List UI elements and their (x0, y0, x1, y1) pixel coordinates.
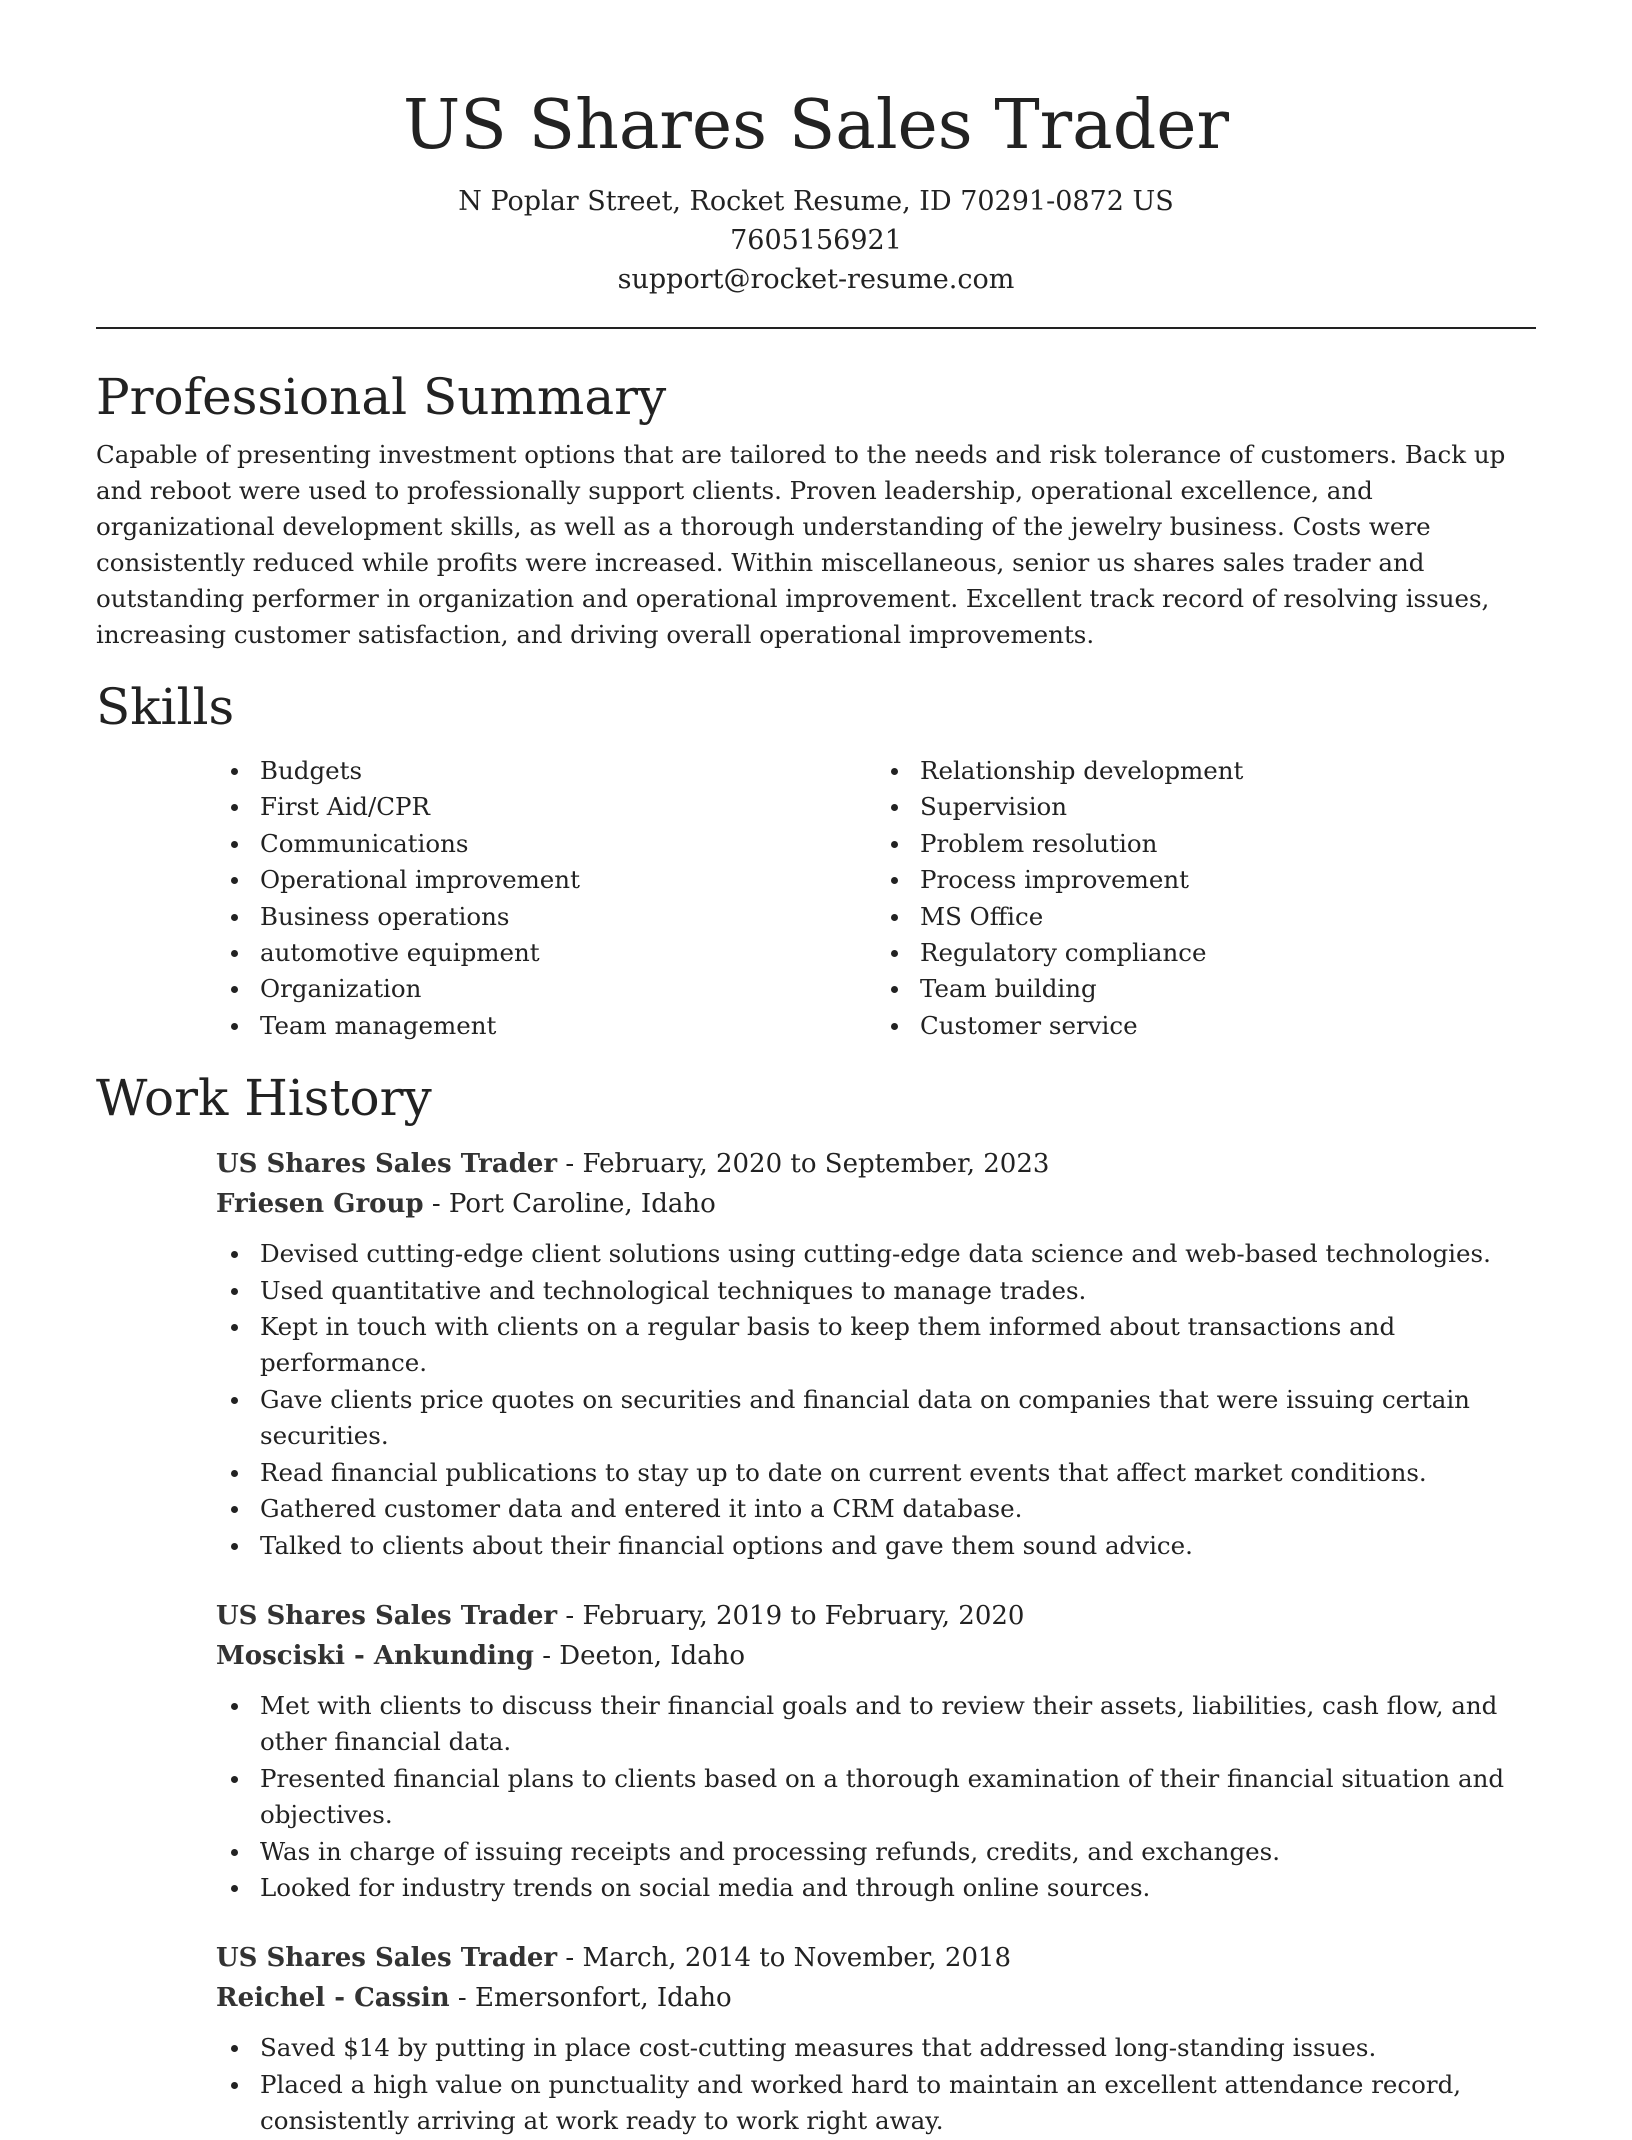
email: support@rocket-resume.com (617, 264, 1015, 295)
skill-item: Communications (260, 826, 876, 862)
job-dates: March, 2014 to November, 2018 (582, 1943, 1012, 1974)
skill-item: Relationship development (920, 753, 1536, 789)
job-company-line: Reichel - Cassin - Emersonfort, Idaho (216, 1983, 732, 2014)
job-location: Deeton, Idaho (559, 1640, 746, 1671)
job-bullet: Looked for industry trends on social media and through online sources. (260, 1870, 1536, 1906)
skill-item: Problem resolution (920, 826, 1536, 862)
job-bullet: Used quantitative and technological techniques to manage trades. (260, 1273, 1536, 1309)
skills-list-left (216, 753, 876, 1044)
job-title-line: US Shares Sales Trader - February, 2019 to February, 2020 (216, 1600, 1025, 1631)
job-bullet: Devised cutting-edge client solutions using cutting-edge data science and web-based technologies. (260, 1236, 1536, 1272)
job-company: Mosciski - Ankunding (216, 1640, 534, 1671)
job-dates: February, 2020 to September, 2023 (582, 1149, 1050, 1180)
summary-section (96, 365, 1536, 653)
job-bullets (216, 1236, 1536, 1564)
phone: 7605156921 (730, 225, 902, 256)
job-bullet: Was in charge of issuing receipts and processing refunds, credits, and exchanges. (260, 1834, 1536, 1870)
job-bullet: Talked to clients about their financial options and gave them sound advice. (260, 1528, 1536, 1564)
job-bullet: Placed a high value on punctuality and worked hard to maintain an excellent attendance record, consistently arriving at work ready to work right away. (260, 2067, 1536, 2140)
job-title-line: US Shares Sales Trader - March, 2014 to November, 2018 (216, 1943, 1012, 1974)
skill-item: Operational improvement (260, 862, 876, 898)
summary-text: Capable of presenting investment options that are tailored to the needs and risk tolerance of customers. Back up and reboot were used to professionally support clients. Proven leadership, operational excellence, and organizational development skills, as well as a thorough understanding of the jewelry business. Costs were consistently reduced while profits were increased. Within miscellaneous, senior us shares sales trader and outstanding performer in organization and operational improvement. Excellent track record of resolving issues, increasing customer satisfaction, and driving overall operational improvements. (96, 440, 1506, 649)
resume-header (96, 78, 1536, 299)
skills-title: Skills (96, 678, 235, 736)
skill-item: Customer service (920, 1008, 1536, 1044)
skill-item: Team management (260, 1008, 876, 1044)
job-entry (216, 1144, 1536, 1564)
job-title: US Shares Sales Trader (216, 1943, 558, 1974)
job-bullet: Presented financial plans to clients based on a thorough examination of their financial situation and objectives. (260, 1761, 1536, 1834)
job-title: US Shares Sales Trader (216, 1149, 558, 1180)
job-bullet: Kept in touch with clients on a regular basis to keep them informed about transactions and performance. (260, 1309, 1536, 1382)
header-divider (96, 327, 1536, 329)
skill-item: Process improvement (920, 862, 1536, 898)
skill-item: Regulatory compliance (920, 935, 1536, 971)
job-company: Friesen Group (216, 1189, 424, 1220)
job-location: Emersonfort, Idaho (475, 1983, 732, 2014)
job-company: Reichel - Cassin (216, 1983, 450, 2014)
skill-item: Team building (920, 971, 1536, 1007)
address: N Poplar Street, Rocket Resume, ID 70291-0872 US (458, 186, 1174, 217)
skill-item: Organization (260, 971, 876, 1007)
summary-title: Professional Summary (96, 368, 667, 426)
skill-item: First Aid/CPR (260, 789, 876, 825)
job-bullets (216, 1688, 1536, 1906)
job-bullets (216, 2030, 1536, 2139)
candidate-name: US Shares Sales Trader (403, 86, 1229, 165)
job-entry (216, 1596, 1536, 1906)
work-history-section (96, 1066, 1536, 2139)
skill-item: MS Office (920, 899, 1536, 935)
skills-section (96, 675, 1536, 1044)
job-title-line: US Shares Sales Trader - February, 2020 to September, 2023 (216, 1149, 1050, 1180)
job-location: Port Caroline, Idaho (448, 1189, 716, 1220)
skill-item: automotive equipment (260, 935, 876, 971)
contact-info (96, 182, 1536, 299)
job-bullet: Saved $14 by putting in place cost-cutting measures that addressed long-standing issues. (260, 2030, 1536, 2066)
job-company-line: Friesen Group - Port Caroline, Idaho (216, 1189, 716, 1220)
job-bullet: Read financial publications to stay up to date on current events that affect market conditions. (260, 1455, 1536, 1491)
resume-page (96, 0, 1536, 2140)
job-bullet: Gave clients price quotes on securities and financial data on companies that were issuing certain securities. (260, 1382, 1536, 1455)
job-bullet: Met with clients to discuss their financial goals and to review their assets, liabilities, cash flow, and other financial data. (260, 1688, 1536, 1761)
skill-item: Supervision (920, 789, 1536, 825)
job-title: US Shares Sales Trader (216, 1600, 558, 1631)
work-history-title: Work History (96, 1069, 432, 1128)
skills-grid (216, 753, 1536, 1044)
job-entry (216, 1938, 1536, 2139)
skills-list-right (876, 753, 1536, 1044)
job-bullet: Gathered customer data and entered it into a CRM database. (260, 1491, 1536, 1527)
skill-item: Business operations (260, 899, 876, 935)
job-dates: February, 2019 to February, 2020 (582, 1600, 1025, 1631)
job-company-line: Mosciski - Ankunding - Deeton, Idaho (216, 1640, 746, 1671)
skill-item: Budgets (260, 753, 876, 789)
